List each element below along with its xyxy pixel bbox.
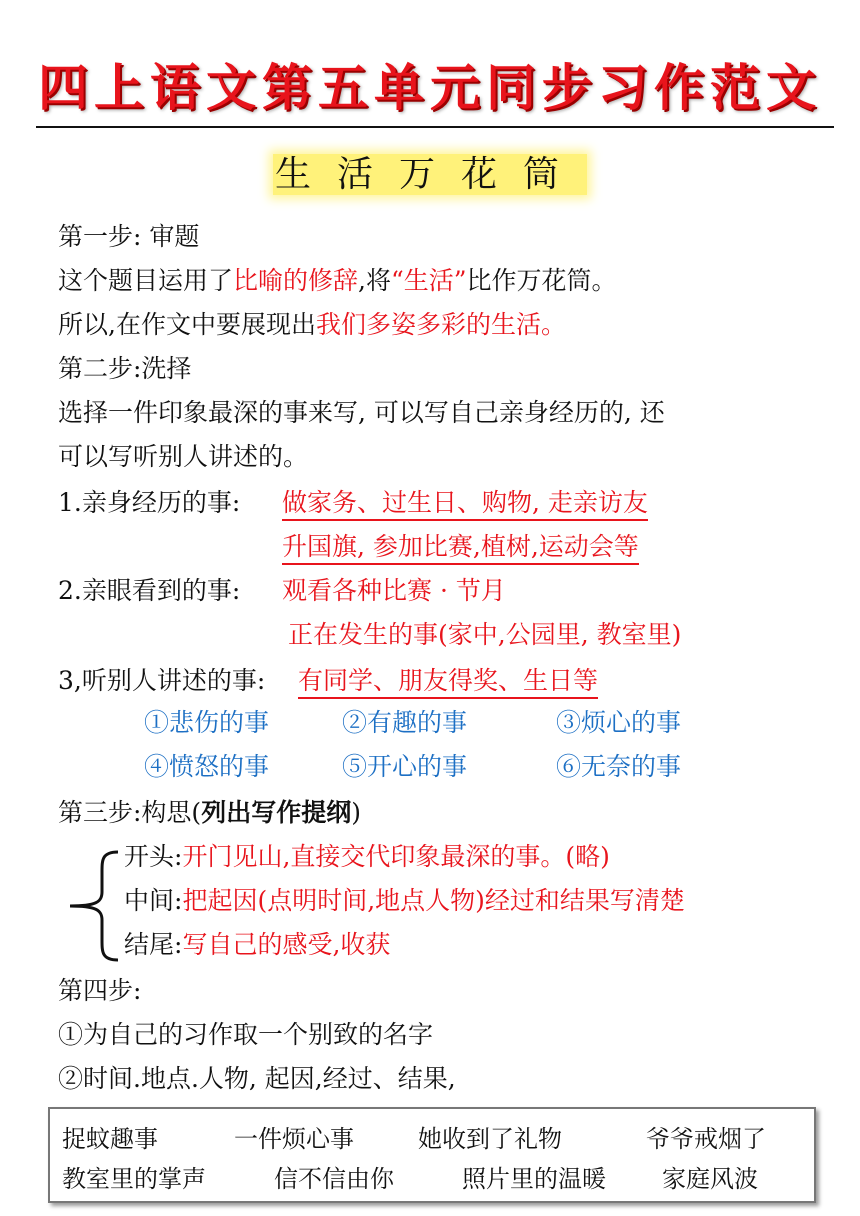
emotion-4: ④愤怒的事 — [144, 752, 270, 781]
step3-heading: 第三步:构思(列出写作提纲) — [58, 798, 361, 827]
sample-title: 家庭风波 — [662, 1165, 758, 1193]
outline-start: 开头:开门见山,直接交代印象最深的事。(略) — [124, 842, 610, 871]
outline-end: 结尾:写自己的感受,收获 — [124, 930, 391, 959]
sample-title: 爷爷戒烟了 — [646, 1125, 766, 1153]
item1-line2: 升国旗, 参加比赛,植树,运动会等 — [282, 530, 639, 564]
step1-line2: 所以,在作文中要展现出我们多姿多彩的生活。 — [58, 310, 566, 339]
sample-titles-box — [48, 1107, 816, 1203]
step2-desc2: 可以写听别人讲述的。 — [58, 442, 309, 471]
step4-line2: ②时间.地点.人物, 起因,经过、结果, — [58, 1064, 456, 1093]
item1-label: 1.亲身经历的事: — [58, 488, 241, 517]
highlight-life: “生活” — [390, 266, 467, 295]
item2-label: 2.亲眼看到的事: — [58, 576, 241, 605]
highlight-metaphor: 比喻的修辞 — [233, 266, 359, 295]
subtitle — [0, 146, 860, 197]
step1-line1: 这个题目运用了比喻的修辞,将“生活”比作万花筒。 — [58, 266, 617, 295]
sample-title: 教室里的掌声 — [62, 1165, 206, 1193]
emotion-2: ②有趣的事 — [342, 708, 468, 737]
sample-title: 信不信由你 — [274, 1165, 394, 1193]
outline-middle: 中间:把起因(点明时间,地点人物)经过和结果写清楚 — [124, 886, 685, 915]
sample-title: 照片里的温暖 — [462, 1165, 606, 1193]
subtitle-text: 生活万花筒 — [274, 154, 585, 195]
item3-line1: 有同学、朋友得奖、生日等 — [298, 664, 598, 698]
emotion-1: ①悲伤的事 — [144, 708, 270, 737]
sample-title: 一件烦心事 — [234, 1125, 354, 1153]
page-title: 四上语文第五单元同步习作范文 — [38, 59, 822, 117]
emotion-5: ⑤开心的事 — [342, 752, 468, 781]
title-divider — [36, 126, 834, 128]
emotion-3: ③烦心的事 — [556, 708, 682, 737]
sample-title: 捉蚊趣事 — [62, 1125, 158, 1153]
highlight-colorful-life: 我们多姿多彩的生活。 — [315, 310, 566, 339]
step1-heading: 第一步: 审题 — [58, 222, 200, 251]
step4-line1: ①为自己的习作取一个别致的名字 — [58, 1020, 434, 1049]
item2-line2: 正在发生的事(家中,公园里, 教室里) — [288, 620, 682, 649]
step2-desc1: 选择一件印象最深的事来写, 可以写自己亲身经历的, 还 — [58, 398, 665, 427]
item3-label: 3,听别人讲述的事: — [58, 666, 266, 695]
step2-heading: 第二步:洗择 — [58, 354, 192, 383]
curly-brace-icon — [66, 850, 122, 962]
item1-line1: 做家务、过生日、购物, 走亲访友 — [282, 486, 648, 520]
sample-title: 她收到了礼物 — [418, 1125, 562, 1153]
item2-line1: 观看各种比赛 · 节月 — [282, 576, 506, 605]
step4-heading: 第四步: — [58, 976, 142, 1005]
emotion-6: ⑥无奈的事 — [556, 752, 682, 781]
